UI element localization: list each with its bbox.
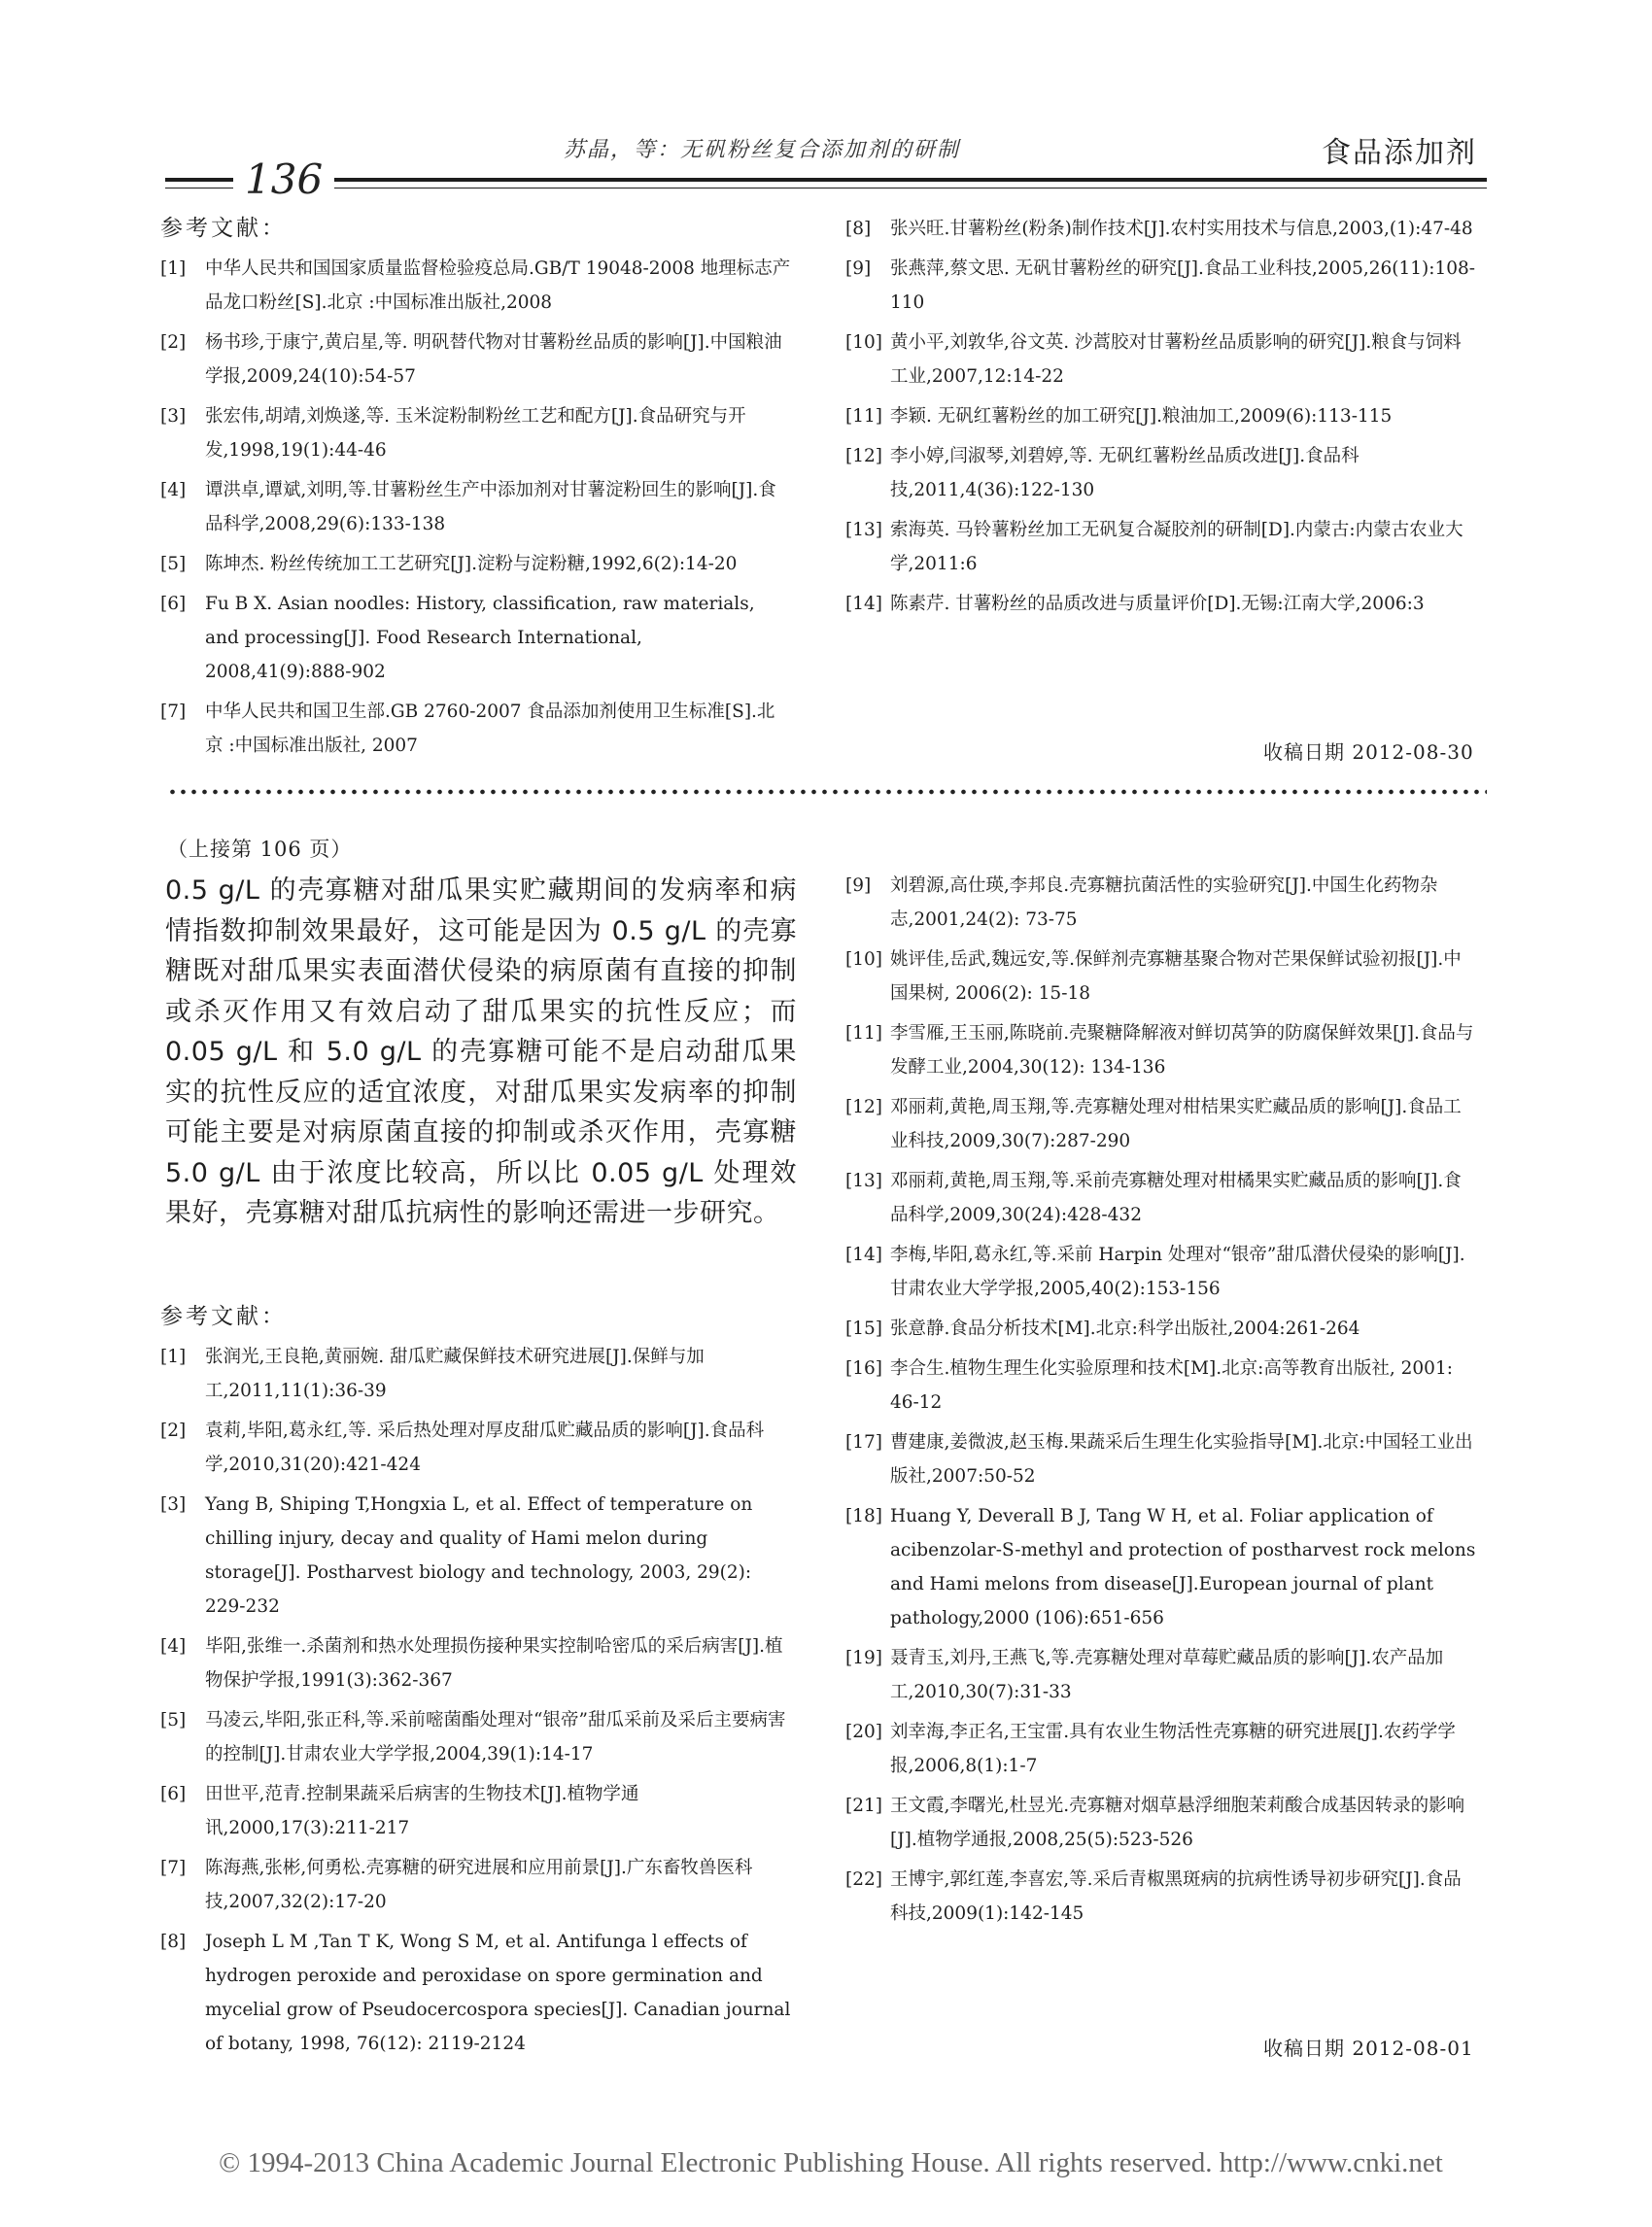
reference-text: Yang B, Shiping T,Hongxia L, et al. Effect of temperature on chilling injury, decay and quality of Hami melon during storage[J]. Postharvest biology and technology, 2003, 29(2): 229-232 [205, 1494, 753, 1617]
reference-text: 曹建康,姜微波,赵玉梅.果蔬采后生理生化实验指导[M].北京:中国轻工业出版社,2007:50-52 [890, 1432, 1473, 1487]
reference-text: 陈坤杰. 粉丝传统加工工艺研究[J].淀粉与淀粉糖,1992,6(2):14-20 [205, 554, 738, 574]
reference-number: [12] [845, 1097, 882, 1117]
reference-item [845, 439, 1477, 507]
reference-number: [1] [160, 1347, 187, 1367]
reference-item [845, 252, 1477, 320]
reference-item [845, 1499, 1477, 1635]
reference-item [845, 1789, 1477, 1857]
reference-number: [6] [160, 1784, 187, 1804]
reference-text: 李梅,毕阳,葛永红,等.采前 Harpin 处理对“银帝”甜瓜潜伏侵染的影响[J].甘肃农业大学学报,2005,40(2):153-156 [890, 1245, 1465, 1299]
reference-number: [18] [845, 1506, 882, 1526]
reference-number: [5] [160, 554, 187, 574]
reference-text: 王博宇,郭红莲,李喜宏,等.采后青椒黑斑病的抗病性诱导初步研究[J].食品科技,2009(1):142-145 [890, 1869, 1462, 1924]
reference-number: [8] [845, 219, 872, 239]
top-left-column [160, 210, 792, 769]
reference-item [160, 325, 792, 394]
reference-text: Huang Y, Deverall B J, Tang W H, et al. Foliar application of acibenzolar-S-methyl and protection of postharvest rock melons and Hami melons from disease[J].European journal of plant pathology,2000 (106):651-656 [890, 1506, 1476, 1628]
reference-list [845, 869, 1477, 1931]
reference-number: [2] [160, 1421, 187, 1441]
reference-item [160, 1629, 792, 1697]
reference-item [845, 1863, 1477, 1931]
reference-item [845, 1238, 1477, 1306]
reference-number: [14] [845, 1245, 882, 1265]
journal-name: 食品添加剂 [1322, 136, 1477, 170]
reference-number: [7] [160, 702, 187, 722]
dotted-separator [167, 789, 1487, 795]
reference-text: Fu B X. Asian noodles: History, classification, raw materials, and processing[J]. Food Research International, 2008,41(9):888-902 [205, 594, 755, 682]
top-right-column [845, 212, 1477, 627]
references-heading: 参考文献： [160, 216, 287, 241]
reference-item [845, 399, 1477, 433]
reference-text: Joseph L M ,Tan T K, Wong S M, et al. Antifunga l effects of hydrogen peroxide and peroxidase on spore germination and mycelial grow of Pseudocercospora species[J]. Canadian journal of botany, 1998, 76(12): 2119-2124 [205, 1932, 791, 2054]
reference-item [160, 587, 792, 689]
reference-number: [2] [160, 332, 187, 353]
reference-text: 张兴旺.甘薯粉丝(粉条)制作技术[J].农村实用技术与信息,2003,(1):47-48 [890, 219, 1473, 239]
reference-number: [7] [160, 1858, 187, 1878]
received-date: 收稿日期 2012-08-30 [1263, 740, 1474, 764]
reference-item [160, 695, 792, 763]
reference-item [160, 1340, 792, 1408]
reference-text: 李颖. 无矾红薯粉丝的加工研究[J].粮油加工,2009(6):113-115 [890, 406, 1393, 427]
reference-text: 中华人民共和国国家质量监督检验疫总局.GB/T 19048-2008 地理标志产品龙口粉丝[S].北京 :中国标准出版社,2008 [205, 258, 791, 313]
reference-number: [20] [845, 1722, 882, 1742]
reference-number: [5] [160, 1710, 187, 1730]
bottom-left-column [160, 1298, 792, 2067]
reference-item [160, 1414, 792, 1482]
reference-text: 马凌云,毕阳,张正科,等.采前嘧菌酯处理对“银帝”甜瓜采前及采后主要病害的控制[J].甘肃农业大学学报,2004,39(1):14-17 [205, 1710, 786, 1764]
reference-number: [6] [160, 594, 187, 614]
reference-text: 谭洪卓,谭斌,刘明,等.甘薯粉丝生产中添加剂对甘薯淀粉回生的影响[J].食品科学,2008,29(6):133-138 [205, 480, 776, 534]
reference-number: [13] [845, 1171, 882, 1191]
reference-number: [21] [845, 1796, 882, 1816]
reference-item [845, 513, 1477, 581]
reference-text: 中华人民共和国卫生部.GB 2760-2007 食品添加剂使用卫生标准[S].北京 :中国标准出版社, 2007 [205, 702, 775, 756]
reference-text: 姚评佳,岳武,魏远安,等.保鲜剂壳寡糖基聚合物对芒果保鲜试验初报[J].中国果树, 2006(2): 15-18 [890, 949, 1462, 1004]
reference-text: 王文霞,李曙光,杜昱光.壳寡糖对烟草悬浮细胞茉莉酸合成基因转录的影响[J].植物学通报,2008,25(5):523-526 [890, 1796, 1465, 1850]
reference-item [160, 399, 792, 467]
reference-text: 索海英. 马铃薯粉丝加工无矾复合凝胶剂的研制[D].内蒙古:内蒙古农业大学,2011:6 [890, 520, 1463, 574]
reference-item [845, 869, 1477, 937]
reference-text: 黄小平,刘敦华,谷文英. 沙蒿胶对甘薯粉丝品质影响的研究[J].粮食与饲料工业,2007,12:14-22 [890, 332, 1462, 387]
body-paragraph: 0.5 g/L 的壳寡糖对甜瓜果实贮藏期间的发病率和病情指数抑制效果最好，这可能是因为 0.5 g/L 的壳寡糖既对甜瓜果实表面潜伏侵染的病原菌有直接的抑制或杀灭作用又有效启动了甜瓜果实的抗性反应；而 0.05 g/L 和 5.0 g/L 的壳寡糖可能不是启动甜瓜果实的抗性反应的适宜浓度，对甜瓜果实发病率的抑制可能主要是对病原菌直接的抑制或杀灭作用，壳寡糖 5.0 g/L 由于浓度比较高，所以比 0.05 g/L 处理效果好，壳寡糖对甜瓜抗病性的影响还需进一步研究。 [165, 875, 797, 1228]
reference-number: [13] [845, 520, 882, 540]
reference-number: [9] [845, 258, 872, 279]
reference-item [160, 1777, 792, 1845]
reference-list [845, 212, 1477, 621]
page-number: 136 [233, 155, 334, 204]
reference-number: [9] [845, 875, 872, 896]
reference-number: [12] [845, 446, 882, 466]
reference-number: [17] [845, 1432, 882, 1453]
running-title: 苏晶，等：无矾粉丝复合添加剂的研制 [564, 138, 961, 162]
reference-number: [8] [160, 1932, 187, 1952]
reference-text: 杨书珍,于康宁,黄启星,等. 明矾替代物对甘薯粉丝品质的影响[J].中国粮油学报,2009,24(10):54-57 [205, 332, 782, 387]
reference-text: 田世平,范青.控制果蔬采后病害的生物技术[J].植物学通讯,2000,17(3):211-217 [205, 1784, 639, 1838]
reference-item [845, 1641, 1477, 1709]
reference-item [845, 1715, 1477, 1783]
reference-list [160, 1340, 792, 2061]
reference-item [160, 473, 792, 541]
reference-number: [4] [160, 1636, 187, 1657]
reference-number: [1] [160, 258, 187, 279]
reference-item [845, 1425, 1477, 1493]
reference-number: [14] [845, 594, 882, 614]
reference-item [845, 325, 1477, 394]
reference-text: 李小婷,闫淑琴,刘碧婷,等. 无矾红薯粉丝品质改进[J].食品科技,2011,4(36):122-130 [890, 446, 1359, 500]
reference-text: 刘幸海,李正名,王宝雷.具有农业生物活性壳寡糖的研究进展[J].农药学学报,2006,8(1):1-7 [890, 1722, 1456, 1776]
reference-item [845, 942, 1477, 1011]
reference-number: [16] [845, 1358, 882, 1379]
reference-item [845, 212, 1477, 246]
reference-item [160, 1851, 792, 1919]
reference-number: [15] [845, 1319, 882, 1339]
reference-number: [19] [845, 1648, 882, 1668]
reference-text: 袁莉,毕阳,葛永红,等. 采后热处理对厚皮甜瓜贮藏品质的影响[J].食品科学,2010,31(20):421-424 [205, 1421, 765, 1475]
received-date: 收稿日期 2012-08-01 [1263, 2037, 1474, 2060]
continued-note: （上接第 106 页） [167, 838, 353, 861]
reference-text: 张意静.食品分析技术[M].北京:科学出版社,2004:261-264 [890, 1319, 1360, 1339]
reference-item [160, 252, 792, 320]
reference-number: [3] [160, 1494, 187, 1515]
reference-item [160, 1925, 792, 2061]
reference-number: [10] [845, 949, 882, 970]
reference-item [160, 1703, 792, 1771]
reference-number: [22] [845, 1869, 882, 1890]
reference-number: [10] [845, 332, 882, 353]
reference-text: 李雪雁,王玉丽,陈晓前.壳聚糖降解液对鲜切莴笋的防腐保鲜效果[J].食品与发酵工业,2004,30(12): 134-136 [890, 1023, 1474, 1078]
references-heading: 参考文献： [160, 1304, 287, 1329]
reference-text: 毕阳,张维一.杀菌剂和热水处理损伤接种果实控制哈密瓜的采后病害[J].植物保护学报,1991(3):362-367 [205, 1636, 783, 1691]
reference-number: [3] [160, 406, 187, 427]
reference-number: [4] [160, 480, 187, 500]
header-rule [165, 178, 1487, 182]
copyright-footer: © 1994-2013 China Academic Journal Electronic Publishing House. All rights reserved. http://www.cnki.net [219, 2147, 1443, 2178]
reference-item [160, 547, 792, 581]
reference-text: 刘碧源,高仕瑛,李邦良.壳寡糖抗菌活性的实验研究[J].中国生化药物杂志,2001,24(2): 73-75 [890, 875, 1438, 930]
reference-text: 聂青玉,刘丹,王燕飞,等.壳寡糖处理对草莓贮藏品质的影响[J].农产品加工,2010,30(7):31-33 [890, 1648, 1444, 1702]
reference-text: 邓丽莉,黄艳,周玉翔,等.壳寡糖处理对柑桔果实贮藏品质的影响[J].食品工业科技,2009,30(7):287-290 [890, 1097, 1462, 1151]
reference-text: 张宏伟,胡靖,刘焕遂,等. 玉米淀粉制粉丝工艺和配方[J].食品研究与开发,1998,19(1):44-46 [205, 406, 746, 461]
reference-text: 陈海燕,张彬,何勇松.壳寡糖的研究进展和应用前景[J].广东畜牧兽医科技,2007,32(2):17-20 [205, 1858, 753, 1912]
reference-item [845, 1090, 1477, 1158]
bottom-right-column [845, 869, 1477, 1936]
reference-item [845, 1312, 1477, 1346]
reference-text: 李合生.植物生理生化实验原理和技术[M].北京:高等教育出版社, 2001: 46-12 [890, 1358, 1453, 1413]
reference-text: 邓丽莉,黄艳,周玉翔,等.采前壳寡糖处理对柑橘果实贮藏品质的影响[J].食品科学,2009,30(24):428-432 [890, 1171, 1462, 1225]
reference-item [845, 1164, 1477, 1232]
reference-text: 陈素芹. 甘薯粉丝的品质改进与质量评价[D].无锡:江南大学,2006:3 [890, 594, 1425, 614]
reference-item [845, 587, 1477, 621]
reference-item [845, 1016, 1477, 1084]
reference-text: 张燕萍,蔡文思. 无矾甘薯粉丝的研究[J].食品工业科技,2005,26(11):108-110 [890, 258, 1476, 313]
reference-number: [11] [845, 406, 882, 427]
reference-list [160, 252, 792, 763]
reference-text: 张润光,王良艳,黄丽婉. 甜瓜贮藏保鲜技术研究进展[J].保鲜与加工,2011,11(1):36-39 [205, 1347, 705, 1401]
reference-number: [11] [845, 1023, 882, 1044]
reference-item [845, 1352, 1477, 1420]
reference-item [160, 1488, 792, 1624]
